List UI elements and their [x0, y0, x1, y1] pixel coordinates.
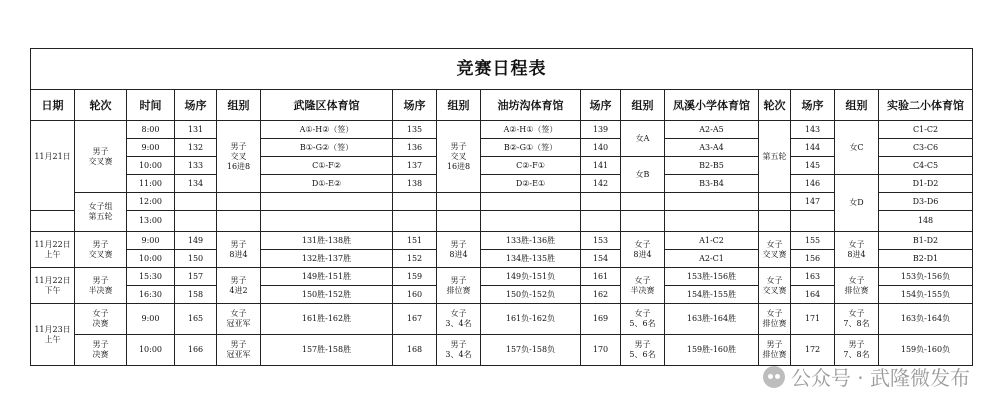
- match-no-cell: 160: [393, 286, 437, 304]
- match-no-cell: 162: [581, 286, 621, 304]
- match-no-cell: 150: [175, 250, 217, 268]
- watermark: [763, 362, 970, 391]
- time-cell: 8:00: [127, 121, 175, 139]
- group-cell: 女子 7、8名: [835, 304, 879, 335]
- round-cell: 女子组 第五轮: [75, 193, 127, 232]
- time-cell: 10:00: [127, 250, 175, 268]
- matchup-cell: 149胜-151胜: [261, 268, 393, 286]
- match-no-cell: 143: [791, 121, 835, 139]
- matchup-cell: C②-F①: [481, 157, 581, 175]
- round-cell: 男子 交叉赛: [75, 121, 127, 193]
- matchup-cell: D3-D6: [879, 193, 973, 211]
- group-cell: 男子 8进4: [437, 232, 481, 268]
- table-row: [31, 121, 973, 139]
- match-no-cell: 168: [393, 335, 437, 366]
- date-cell: 11月22日 下午: [31, 268, 75, 304]
- matchup-cell: A②-H①（签）: [481, 121, 581, 139]
- matchup-cell: A2-C1: [665, 250, 759, 268]
- matchup-cell: D①-E②: [261, 175, 393, 193]
- match-no-cell: 157: [175, 268, 217, 286]
- match-no-cell: 132: [175, 139, 217, 157]
- col-header: 轮次: [759, 90, 791, 121]
- round-cell: 女子 排位赛: [759, 304, 791, 335]
- match-no-cell: 156: [791, 250, 835, 268]
- col-header: 凤溪小学体育馆: [665, 90, 759, 121]
- match-no-cell: 131: [175, 121, 217, 139]
- match-no-cell: 144: [791, 139, 835, 157]
- matchup-cell: 153胜-156胜: [665, 268, 759, 286]
- table-row: [31, 232, 973, 250]
- group-cell: 男子 8进4: [217, 232, 261, 268]
- table-title: 竞赛日程表: [31, 49, 973, 90]
- matchup-cell: 132胜-137胜: [261, 250, 393, 268]
- matchup-cell: C①-F②: [261, 157, 393, 175]
- col-header: 油坊沟体育馆: [481, 90, 581, 121]
- matchup-cell: 157负-158负: [481, 335, 581, 366]
- matchup-cell: B2-B5: [665, 157, 759, 175]
- table-row: [31, 286, 973, 304]
- col-header: 组别: [217, 90, 261, 121]
- group-cell: 女A: [621, 121, 665, 157]
- table-row: [31, 157, 973, 175]
- time-cell: 9:00: [127, 304, 175, 335]
- matchup-cell: 163胜-164胜: [665, 304, 759, 335]
- group-cell: 男子 5、6名: [621, 335, 665, 366]
- match-no-cell: 166: [175, 335, 217, 366]
- round-cell: 男子 半决赛: [75, 268, 127, 304]
- time-cell: 12:00: [127, 193, 175, 211]
- match-no-cell: 147: [791, 193, 835, 211]
- matchup-cell: 157胜-158胜: [261, 335, 393, 366]
- match-no-cell: 142: [581, 175, 621, 193]
- matchup-cell: 134胜-135胜: [481, 250, 581, 268]
- group-cell: 女C: [835, 121, 879, 175]
- table-row: [31, 304, 973, 335]
- col-header: 场序: [393, 90, 437, 121]
- matchup-cell: D1-D2: [879, 175, 973, 193]
- date-cell-cont: [31, 193, 75, 211]
- col-header: 实验二小体育馆: [879, 90, 973, 121]
- match-no-cell: 158: [175, 286, 217, 304]
- table-row: [31, 175, 973, 193]
- round-cell: 男子 交叉赛: [75, 232, 127, 268]
- table-row: [31, 250, 973, 268]
- col-header: 组别: [621, 90, 665, 121]
- group-cell: 女子 5、6名: [621, 304, 665, 335]
- group-cell: 男子 交叉 16进8: [217, 121, 261, 193]
- schedule-sheet: [30, 48, 972, 366]
- matchup-cell: 154负-155负: [879, 286, 973, 304]
- match-no-cell: 139: [581, 121, 621, 139]
- group-cell: 男子 3、4名: [437, 335, 481, 366]
- round-cell: 男子 决赛: [75, 335, 127, 366]
- matchup-cell: C4-C5: [879, 157, 973, 175]
- match-no-cell: 152: [393, 250, 437, 268]
- col-header: 组别: [835, 90, 879, 121]
- matchup-cell: A2-A5: [665, 121, 759, 139]
- matchup-cell: 150负-152负: [481, 286, 581, 304]
- watermark-text: 公众号 · 武隆微发布: [790, 366, 970, 390]
- date-cell-cont: [31, 211, 75, 232]
- col-header: 武隆区体育馆: [261, 90, 393, 121]
- table-row: [31, 139, 973, 157]
- matchup-cell: B2-D1: [879, 250, 973, 268]
- matchup-cell: B②-G①（签）: [481, 139, 581, 157]
- matchup-cell: C3-C6: [879, 139, 973, 157]
- matchup-cell: 163负-164负: [879, 304, 973, 335]
- matchup-cell: A3-A4: [665, 139, 759, 157]
- date-cell: 11月23日 上午: [31, 304, 75, 366]
- group-cell: 女D: [835, 175, 879, 232]
- time-cell: 10:00: [127, 335, 175, 366]
- matchup-cell: 149负-151负: [481, 268, 581, 286]
- match-no-cell: 169: [581, 304, 621, 335]
- round-cell: 男子 排位赛: [759, 335, 791, 366]
- match-no-cell: 167: [393, 304, 437, 335]
- round-cell: 第五轮: [759, 121, 791, 193]
- col-header: 轮次: [75, 90, 127, 121]
- group-cell: 男子 7、8名: [835, 335, 879, 366]
- date-cell: 11月21日: [31, 121, 75, 193]
- group-cell: 女子 半决赛: [621, 268, 665, 304]
- matchup-cell: 159负-160负: [879, 335, 973, 366]
- match-no-cell: 148: [879, 211, 973, 232]
- matchup-cell: 131胜-138胜: [261, 232, 393, 250]
- group-cell: 女子 8进4: [835, 232, 879, 268]
- col-header: 日期: [31, 90, 75, 121]
- matchup-cell: B1-D2: [879, 232, 973, 250]
- wechat-icon: [763, 366, 785, 388]
- time-cell: 10:00: [127, 157, 175, 175]
- matchup-cell: D②-E①: [481, 175, 581, 193]
- time-cell: 16:30: [127, 286, 175, 304]
- col-header: 组别: [437, 90, 481, 121]
- match-no-cell: 136: [393, 139, 437, 157]
- match-no-cell: 133: [175, 157, 217, 175]
- match-no-cell: 165: [175, 304, 217, 335]
- match-no-cell: 145: [791, 157, 835, 175]
- round-cell: 女子 交叉赛: [759, 268, 791, 304]
- group-cell: 女子 3、4名: [437, 304, 481, 335]
- group-cell: 女子 8进4: [621, 232, 665, 268]
- date-cell: 11月22日 上午: [31, 232, 75, 268]
- match-no-cell: 153: [581, 232, 621, 250]
- time-cell: 9:00: [127, 232, 175, 250]
- schedule-table: [30, 48, 973, 366]
- table-row: [31, 335, 973, 366]
- col-header: 时间: [127, 90, 175, 121]
- match-no-cell: 171: [791, 304, 835, 335]
- matchup-cell: A1-C2: [665, 232, 759, 250]
- group-cell: 男子 排位赛: [437, 268, 481, 304]
- match-no-cell: 135: [393, 121, 437, 139]
- table-row: [31, 211, 973, 232]
- matchup-cell: 150胜-152胜: [261, 286, 393, 304]
- round-cell: 女子 交叉赛: [759, 232, 791, 268]
- round-cell: 女子 决赛: [75, 304, 127, 335]
- table-row: [31, 193, 973, 211]
- group-cell: 女子 排位赛: [835, 268, 879, 304]
- matchup-cell: 154胜-155胜: [665, 286, 759, 304]
- match-no-cell: 141: [581, 157, 621, 175]
- group-cell: 女子 冠亚军: [217, 304, 261, 335]
- group-cell: 女B: [621, 157, 665, 193]
- match-no-cell: 134: [175, 175, 217, 193]
- matchup-cell: 133胜-136胜: [481, 232, 581, 250]
- time-cell: 9:00: [127, 139, 175, 157]
- matchup-cell: 161负-162负: [481, 304, 581, 335]
- group-cell: 男子 4进2: [217, 268, 261, 304]
- match-no-cell: 151: [393, 232, 437, 250]
- match-no-cell: 154: [581, 250, 621, 268]
- col-header: 场序: [175, 90, 217, 121]
- col-header: 场序: [791, 90, 835, 121]
- time-cell: 13:00: [127, 211, 175, 232]
- matchup-cell: 153负-156负: [879, 268, 973, 286]
- match-no-cell: 155: [791, 232, 835, 250]
- match-no-cell: 146: [791, 175, 835, 193]
- matchup-cell: 161胜-162胜: [261, 304, 393, 335]
- match-no-cell: 137: [393, 157, 437, 175]
- match-no-cell: 159: [393, 268, 437, 286]
- match-no-cell: 138: [393, 175, 437, 193]
- col-header: 场序: [581, 90, 621, 121]
- match-no-cell: 149: [175, 232, 217, 250]
- match-no-cell: 172: [791, 335, 835, 366]
- matchup-cell: B3-B4: [665, 175, 759, 193]
- matchup-cell: B①-G②（签）: [261, 139, 393, 157]
- matchup-cell: 159胜-160胜: [665, 335, 759, 366]
- match-no-cell: 170: [581, 335, 621, 366]
- match-no-cell: 140: [581, 139, 621, 157]
- match-no-cell: 161: [581, 268, 621, 286]
- match-no-cell: 163: [791, 268, 835, 286]
- table-row: [31, 268, 973, 286]
- time-cell: 11:00: [127, 175, 175, 193]
- matchup-cell: C1-C2: [879, 121, 973, 139]
- time-cell: 15:30: [127, 268, 175, 286]
- match-no-cell: 164: [791, 286, 835, 304]
- matchup-cell: A①-H②（签）: [261, 121, 393, 139]
- group-cell: 男子 冠亚军: [217, 335, 261, 366]
- group-cell: 男子 交叉 16进8: [437, 121, 481, 193]
